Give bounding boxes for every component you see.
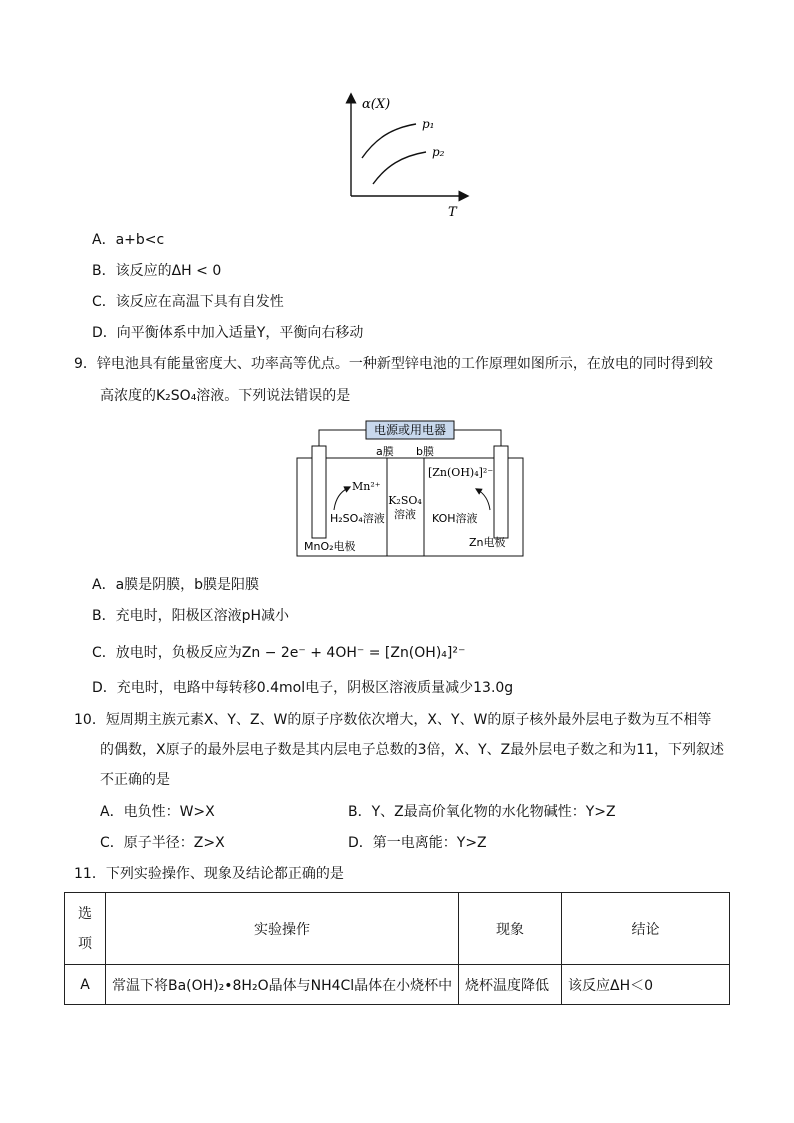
power-device-label: 电源或用电器 (373, 423, 447, 437)
experiment-table (64, 892, 730, 1005)
table-header-row (65, 893, 730, 965)
curve-p2-label: p₂ (432, 145, 445, 159)
q10-option-a: A．电负性：W>X (100, 804, 215, 820)
q10-option-c: C．原子半径：Z>X (100, 835, 225, 851)
arrow-right (478, 490, 490, 510)
q8-option-b: B．该反应的ΔH < 0 (92, 263, 222, 279)
wire-right (454, 430, 501, 446)
curve-p2 (373, 152, 426, 184)
right-electrode-label: Zn电极 (469, 536, 506, 549)
q9-option-a: A．a膜是阴膜，b膜是阳膜 (92, 577, 260, 593)
q9-option-b: B．充电时，阳极区溶液pH减小 (92, 608, 290, 624)
q9-option-d: D．充电时，电路中每转移0.4mol电子，阴极区溶液质量减少13.0g (92, 680, 514, 696)
middle-solution-1: K₂SO₄ (388, 494, 422, 507)
q9-option-c: C．放电时，负极反应为Zn − 2e⁻ + 4OH⁻ = [Zn(OH)₄]²⁻ (92, 645, 466, 661)
left-electrode-label: MnO₂电极 (304, 540, 356, 553)
header-option (65, 893, 106, 965)
q11-stem: 11．下列实验操作、现象及结论都正确的是 (74, 866, 344, 882)
cell-option: A (65, 965, 106, 1005)
x-axis-label: T (448, 205, 457, 220)
arrow-left (334, 488, 348, 510)
membrane-b-label: b膜 (416, 445, 434, 458)
header-conclusion: 结论 (562, 893, 730, 965)
left-solution: H₂SO₄溶液 (330, 512, 385, 525)
q10-stem-line2: 的偶数，X原子的最外层电子数是其内层电子总数的3倍，X、Y、Z最外层电子数之和为11，下列叙述 (100, 742, 725, 758)
table-row (65, 965, 730, 1005)
ion-right: [Zn(OH)₄]²⁻ (428, 466, 494, 479)
cell-phenomenon: 烧杯温度降低 (459, 965, 562, 1005)
equilibrium-graph (340, 92, 470, 220)
battery-diagram (294, 418, 528, 558)
q8-option-a: A．a+b<c (92, 232, 165, 248)
wire-left (319, 430, 366, 446)
left-electrode (312, 446, 326, 538)
right-solution: KOH溶液 (432, 512, 478, 525)
q10-option-d: D．第一电离能：Y>Z (348, 835, 487, 851)
curve-p1-label: p₁ (422, 117, 435, 131)
q10-option-b: B．Y、Z最高价氧化物的水化物碱性：Y>Z (348, 804, 616, 820)
header-phenomenon: 现象 (459, 893, 562, 965)
middle-solution-2: 溶液 (394, 508, 416, 521)
header-operation: 实验操作 (106, 893, 459, 965)
q9-stem-line1: 9．锌电池具有能量密度大、功率高等优点。一种新型锌电池的工作原理如图所示，在放电的同时得到较 (74, 356, 713, 372)
right-electrode (494, 446, 508, 538)
ion-left: Mn²⁺ (352, 480, 381, 493)
curve-p1 (362, 124, 416, 158)
q8-option-d: D．向平衡体系中加入适量Y，平衡向右移动 (92, 325, 364, 341)
membrane-a-label: a膜 (376, 445, 394, 458)
header-option-text: 选项 (78, 905, 92, 952)
cell-conclusion: 该反应ΔH＜0 (562, 965, 730, 1005)
cell-operation: 常温下将Ba(OH)₂•8H₂O晶体与NH4Cl晶体在小烧杯中 (106, 965, 459, 1005)
q10-stem-line3: 不正确的是 (100, 772, 170, 788)
y-axis-label: α(X) (362, 97, 391, 112)
q10-stem-line1: 10．短周期主族元素X、Y、Z、W的原子序数依次增大，X、Y、W的原子核外最外层电子数为互不相等 (74, 712, 712, 728)
q9-stem-line2: 高浓度的K₂SO₄溶液。下列说法错误的是 (100, 388, 351, 404)
q8-option-c: C．该反应在高温下具有自发性 (92, 294, 284, 310)
